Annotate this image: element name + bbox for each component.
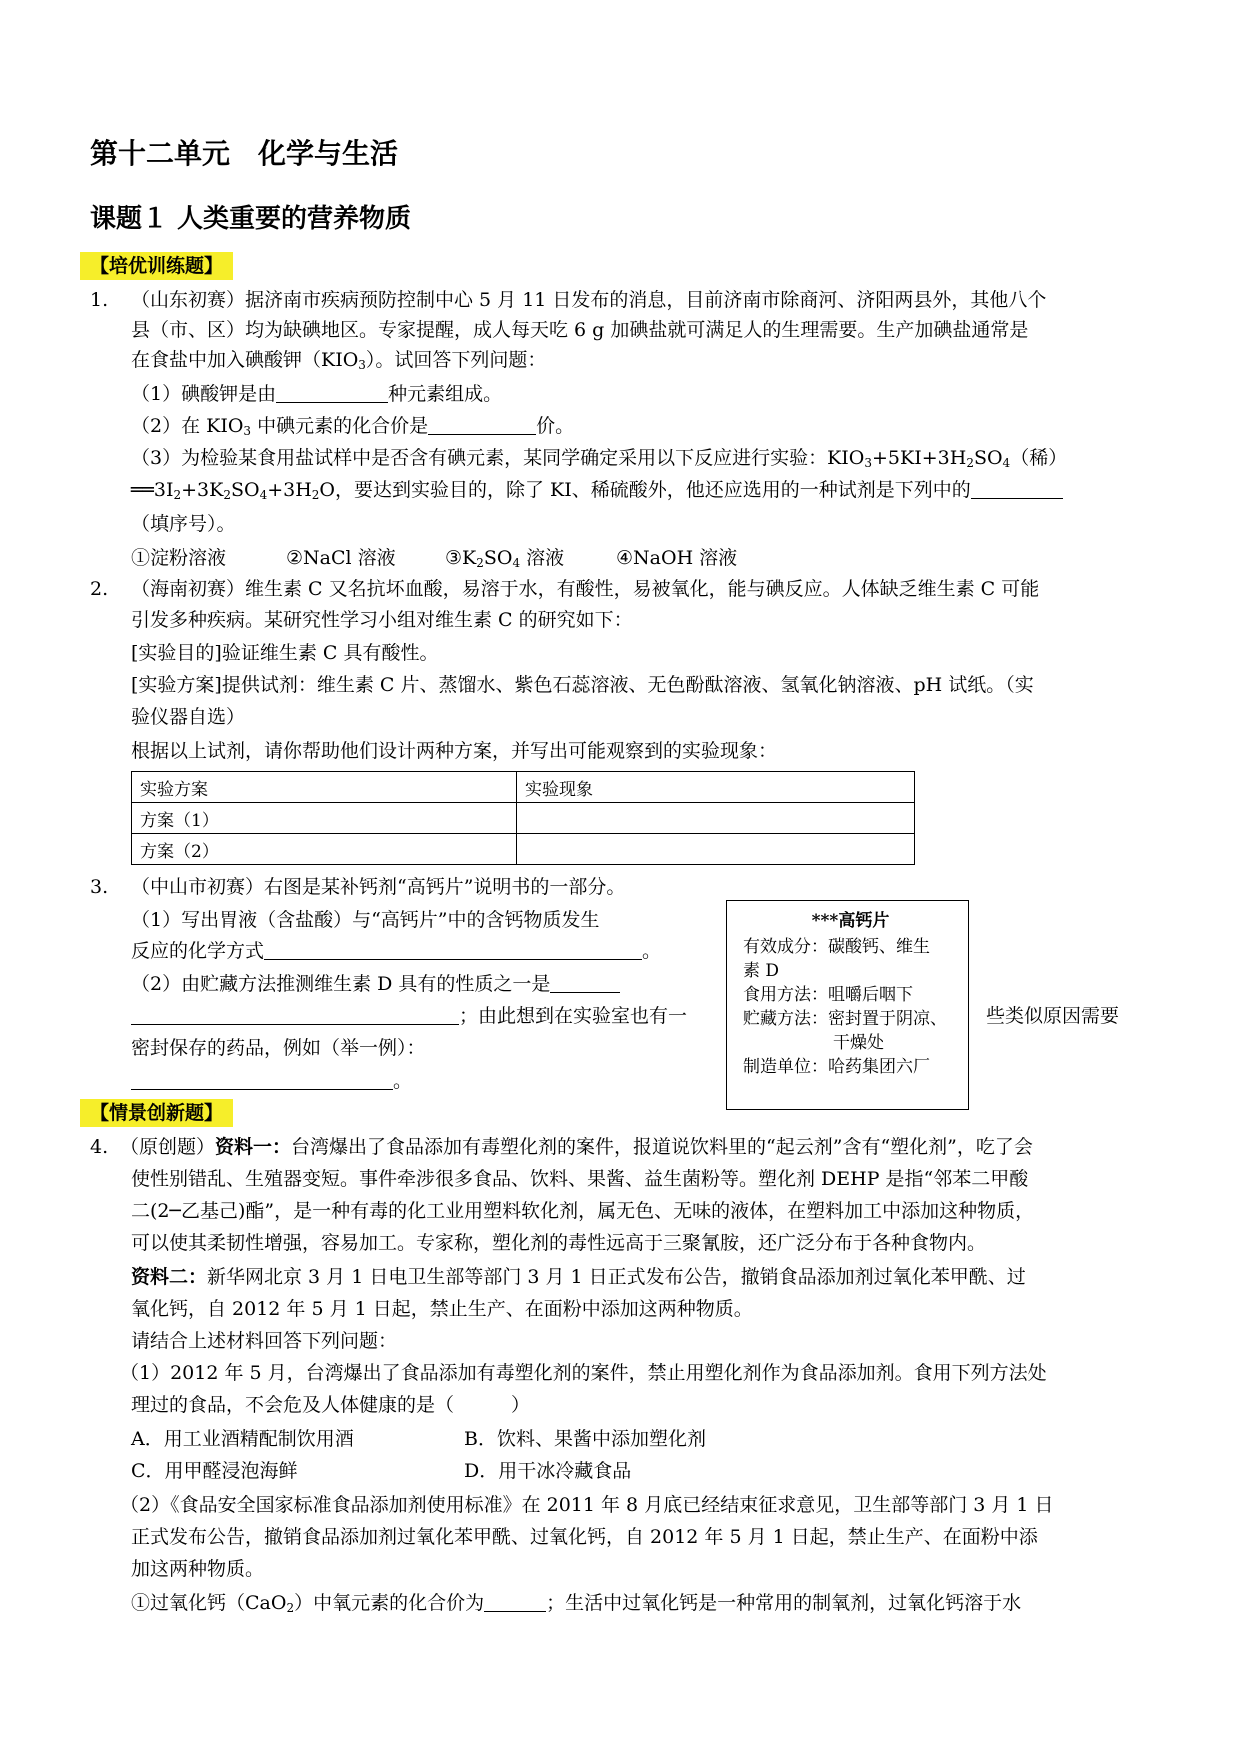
- question-4-sub-2-line-2: 正式发布公告，撤销食品添加剂过氧化苯甲酰、过氧化钙，自 2012 年 5 月 1 日起，禁止生产、在面粉中添: [131, 1526, 1038, 1548]
- question-3-number: 3.: [90, 876, 109, 898]
- answer-blank[interactable]: [428, 414, 536, 435]
- answer-blank[interactable]: [264, 939, 642, 960]
- answer-blank[interactable]: [971, 478, 1063, 499]
- question-4-sub-2-line-3: 加这两种物质。: [131, 1558, 265, 1580]
- answer-blank[interactable]: [276, 382, 388, 403]
- question-3-line-3: 反应的化学方式 。: [131, 940, 662, 962]
- question-2-line-6: 根据以上试剂，请你帮助他们设计两种方案，并写出可能观察到的实验现象：: [131, 740, 778, 762]
- question-2-line-4: [实验方案]提供试剂：维生素 C 片、蒸馏水、紫色石蕊溶液、无色酚酞溶液、氢氧化钠溶液、pH 试纸。（实: [131, 674, 1034, 696]
- option-2: ②NaCl 溶液: [286, 547, 396, 569]
- table-header: 实验现象: [517, 772, 915, 803]
- answer-blank[interactable]: [131, 1004, 459, 1025]
- question-1-equation: $══3I_2+3K_2SO_4+3H_2O$，要达到实验目的，除了 KI、稀硫酸外，他还应选用的一种试剂是下列中的: [131, 477, 1063, 503]
- table-cell: 方案（2）: [132, 834, 517, 865]
- question-3-line-7: 。: [131, 1068, 412, 1094]
- experiment-table: [131, 771, 915, 865]
- table-cell-answer[interactable]: [517, 803, 915, 834]
- box-line: 有效成分：碳酸钙、维生: [743, 937, 930, 957]
- question-4-line-2: 使性别错乱、生殖器变短。事件牵涉很多食品、饮料、果酱、益生菌粉等。塑化剂 DEHP 是指“邻苯二甲酸: [131, 1168, 1029, 1190]
- section-tag-innovation: 【情景创新题】: [80, 1099, 233, 1127]
- box-line: 干燥处: [833, 1033, 884, 1053]
- table-row: [132, 803, 915, 834]
- question-4-number: 4.: [90, 1136, 109, 1158]
- option-3: $③K_2SO_4$ 溶液: [445, 547, 565, 570]
- option-4: ④NaOH 溶液: [616, 547, 738, 569]
- box-line: 制造单位：哈药集团六厂: [743, 1057, 930, 1077]
- section-tag-training: 【培优训练题】: [80, 252, 233, 280]
- question-4-line-3: 二(2─乙基己)酯”，是一种有毒的化工业用塑料软化剂，属无色、无味的液体，在塑料加工中添加这种物质，: [131, 1200, 1035, 1222]
- choice-d: D．用干冰冷藏食品: [464, 1460, 632, 1482]
- unit-title: 第十二单元 化学与生活: [90, 137, 399, 170]
- answer-blank[interactable]: [484, 1591, 546, 1612]
- question-1-fill-hint: （填序号）。: [131, 513, 236, 535]
- question-3-line-5: ；由此想到在实验室也有一: [131, 1003, 687, 1029]
- box-line: 贮藏方法：密封置于阴凉、: [743, 1009, 947, 1029]
- question-3-line-2: （1）写出胃液（含盐酸）与“高钙片”中的含钙物质发生: [131, 909, 600, 931]
- choice-b: B．饮料、果酱中添加塑化剂: [464, 1428, 706, 1450]
- table-header: 实验方案: [132, 772, 517, 803]
- box-line: 素 D: [743, 961, 780, 981]
- table-row: [132, 834, 915, 865]
- question-2-line-5: 验仪器自选）: [131, 706, 246, 728]
- box-line: 食用方法：咀嚼后咽下: [743, 985, 913, 1005]
- question-4-line-4: 可以使其柔韧性增强，容易加工。专家称，塑化剂的毒性远高于三聚氰胺，还广泛分布于各种食物内。: [131, 1232, 987, 1254]
- table-header-row: [132, 772, 915, 803]
- question-4-sub-1-line-2: 理过的食品，不会危及人体健康的是（ ）: [131, 1394, 531, 1416]
- question-2-number: 2.: [90, 578, 109, 600]
- question-1-part-1: （1）碘酸钾是由 种元素组成。: [131, 383, 503, 405]
- question-4-line-7: 请结合上述材料回答下列问题：: [131, 1330, 398, 1352]
- choice-c: C．用甲醛浸泡海鲜: [131, 1460, 298, 1482]
- table-cell-answer[interactable]: [517, 834, 915, 865]
- question-4-sub-1-line-1: （1）2012 年 5 月，台湾爆出了食品添加有毒塑化剂的案件，禁止用塑化剂作为食品添加剂。食用下列方法处: [120, 1362, 1047, 1384]
- question-4-line-1: （原创题）资料一：台湾爆出了食品添加有毒塑化剂的案件，报道说饮料里的“起云剂”含有“塑化剂”，吃了会: [120, 1136, 1033, 1158]
- question-1-line-1: （山东初赛）据济南市疾病预防控制中心 5 月 11 日发布的消息，目前济南市除商河、济阳两县外，其他八个: [131, 289, 1047, 311]
- question-1-line-2: 县（市、区）均为缺碘地区。专家提醒，成人每天吃 6 g 加碘盐就可满足人的生理需要。生产加碘盐通常是: [131, 319, 1029, 341]
- question-4-line-6: 氧化钙，自 2012 年 5 月 1 日起，禁止生产、在面粉中添加这两种物质。: [131, 1298, 753, 1320]
- question-3-line-1: （中山市初赛）右图是某补钙剂“高钙片”说明书的一部分。: [131, 876, 626, 898]
- question-3-line-5-continued: 些类似原因需要: [986, 1005, 1120, 1027]
- question-2-line-2: 引发多种疾病。某研究性学习小组对维生素 C 的研究如下：: [131, 609, 633, 631]
- question-4-line-5: 资料二：新华网北京 3 月 1 日电卫生部等部门 3 月 1 日正式发布公告，撤销食品添加剂过氧化苯甲酰、过: [131, 1266, 1026, 1288]
- question-2-line-3: [实验目的]验证维生素 C 具有酸性。: [131, 642, 439, 664]
- lesson-title: 课题１ 人类重要的营养物质: [90, 204, 412, 234]
- question-1-part-2: （2）在 $KIO_3$ 中碘元素的化合价是 价。: [131, 415, 575, 438]
- choice-a: A．用工业酒精配制饮用酒: [131, 1428, 354, 1450]
- question-3-line-4: （2）由贮藏方法推测维生素 D 具有的性质之一是: [131, 971, 620, 997]
- table-cell: 方案（1）: [132, 803, 517, 834]
- option-1: ①淀粉溶液: [131, 547, 227, 569]
- question-1-line-3: 在食盐中加入碘酸钾$(KIO_3)$。试回答下列问题：: [131, 349, 547, 372]
- question-1-part-3: （3）为检验某食用盐试样中是否含有碘元素，某同学确定采用以下反应进行实验：$KIO_3+5KI+3H_2SO_4$（稀）: [131, 447, 1068, 470]
- calcium-tablet-label-box: [726, 900, 969, 1110]
- question-1-number: 1.: [90, 289, 109, 311]
- question-2-line-1: （海南初赛）维生素 C 又名抗坏血酸，易溶于水，有酸性，易被氧化，能与碘反应。人体缺乏维生素 C 可能: [131, 578, 1040, 600]
- question-4-sub-2-line-1: （2）《食品安全国家标准食品添加剂使用标准》在 2011 年 8 月底已经结束征求意见，卫生部等部门 3 月 1 日: [120, 1494, 1054, 1516]
- question-4-sub-2-line-4: ①过氧化钙（CaO$_2$）中氧元素的化合价为 ；生活中过氧化钙是一种常用的制氧剂，过氧化钙溶于水: [131, 1592, 1022, 1615]
- answer-blank[interactable]: [550, 972, 620, 993]
- box-title: ***高钙片: [811, 911, 890, 931]
- answer-blank[interactable]: [131, 1069, 393, 1090]
- question-3-line-6: 密封保存的药品，例如（举一例）：: [131, 1037, 426, 1059]
